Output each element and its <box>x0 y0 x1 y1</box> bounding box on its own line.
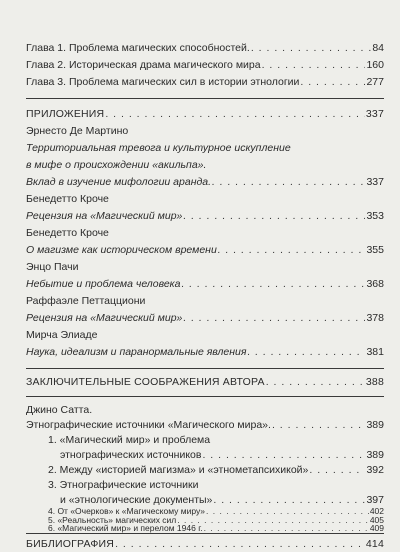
toc-entry-page: 337 <box>365 108 384 120</box>
toc-author <box>26 225 384 241</box>
section-divider <box>26 98 384 99</box>
toc-entry-page: 397 <box>366 494 384 506</box>
author-name: Энцо Пачи <box>26 261 79 273</box>
toc-entry-satta-6[interactable] <box>48 524 384 533</box>
toc-entry-page: 160 <box>366 59 384 71</box>
toc-author <box>26 293 384 309</box>
toc-entry-line <box>26 157 384 173</box>
leader-dots <box>183 310 365 326</box>
leader-dots <box>115 536 365 552</box>
leader-dots <box>247 344 365 360</box>
author-name: Бенедетто Кроче <box>26 227 109 239</box>
section-divider <box>26 368 384 369</box>
toc-entry-satta-1[interactable] <box>48 447 384 463</box>
toc-entry-page: 389 <box>366 449 384 461</box>
leader-dots <box>183 208 365 224</box>
section-divider <box>26 396 384 397</box>
section-divider <box>26 533 384 534</box>
toc-author <box>26 327 384 343</box>
author-name: Мирча Элиаде <box>26 329 98 341</box>
toc-entry-page: 409 <box>369 523 384 533</box>
toc-entry-title: в мифе о происхождении «акильпа». <box>26 159 207 171</box>
toc-entry-chapter-3[interactable] <box>26 74 384 90</box>
toc-author <box>26 191 384 207</box>
toc-entry-page: 392 <box>366 464 384 476</box>
toc-entry-page: 414 <box>365 538 384 550</box>
toc-author <box>26 402 384 418</box>
toc-entry-page: 353 <box>366 210 384 222</box>
toc-entry-line <box>26 140 384 156</box>
toc-entry-title: Глава 3. Проблема магических сил в истории этнологии <box>26 76 300 88</box>
toc-entry-author-remarks[interactable] <box>26 374 384 390</box>
toc-entry-paci[interactable] <box>26 276 384 292</box>
toc-entry-chapter-1[interactable] <box>26 40 384 56</box>
toc-entry-page: 405 <box>369 514 384 525</box>
leader-dots <box>218 242 366 258</box>
toc-entry-title: 3. Этнографические источники <box>48 479 199 491</box>
toc-entry-satta[interactable] <box>26 417 384 433</box>
toc-entry-demartino[interactable] <box>26 174 384 190</box>
leader-dots <box>266 374 365 390</box>
toc-entry-line <box>48 477 384 493</box>
toc-entry-title: Глава 2. Историческая драма магического мира <box>26 59 261 71</box>
leader-dots <box>202 447 365 463</box>
leader-dots <box>272 417 366 433</box>
leader-dots <box>105 106 365 122</box>
toc-entry-title: Глава 1. Проблема магических способностей. <box>26 42 250 54</box>
toc-entry-page: 355 <box>366 244 384 256</box>
toc-entry-title: ЗАКЛЮЧИТЕЛЬНЫЕ СООБРАЖЕНИЯ АВТОРА <box>26 376 265 388</box>
leader-dots <box>300 74 365 90</box>
toc-entry-title: Вклад в изучение мифологии аранда. <box>26 176 212 188</box>
toc-entry-title: Небытие и проблема человека <box>26 278 181 290</box>
toc-entry-title: Рецензия на «Магический мир» <box>26 210 183 222</box>
toc-entry-title: Рецензия на «Магический мир» <box>26 312 183 324</box>
toc-entry-satta-2[interactable] <box>48 462 384 478</box>
author-name: Джино Сатта. <box>26 404 93 416</box>
toc-entry-pettazzoni[interactable] <box>26 310 384 326</box>
leader-dots <box>251 40 372 56</box>
toc-entry-page: 402 <box>369 506 384 516</box>
toc-entry-page: 84 <box>372 42 384 54</box>
toc-entry-title: 6. «Магический мир» и перелом 1946 г. <box>48 523 203 533</box>
toc-entry-title: 1. «Магический мир» и проблема <box>48 434 211 446</box>
toc-entry-page: 388 <box>365 376 384 388</box>
toc-entry-title: 2. Между «историей магизма» и «этнометапсихикой» <box>48 464 309 476</box>
toc-entry-eliade[interactable] <box>26 344 384 360</box>
toc-entry-page: 277 <box>366 76 384 88</box>
toc-entry-bibliography[interactable] <box>26 536 384 552</box>
toc-entry-title: БИБЛИОГРАФИЯ <box>26 538 115 550</box>
leader-dots <box>181 276 365 292</box>
toc-entry-appendix[interactable] <box>26 106 384 122</box>
toc-entry-title: и «этнологические документы» <box>60 494 213 506</box>
leader-dots <box>204 524 369 533</box>
toc-entry-page: 337 <box>366 176 384 188</box>
toc-entry-title: 5. «Реальность» магических сил <box>48 514 177 525</box>
toc-entry-page: 381 <box>366 346 384 358</box>
toc-entry-croce-review[interactable] <box>26 208 384 224</box>
toc-entry-page: 378 <box>366 312 384 324</box>
leader-dots <box>213 492 365 508</box>
toc-entry-title: этнографических источников <box>60 449 202 461</box>
toc-entry-title: Наука, идеализм и паранормальные явления <box>26 346 247 358</box>
toc-entry-title: ПРИЛОЖЕНИЯ <box>26 108 105 120</box>
leader-dots <box>309 462 365 478</box>
toc-entry-title: 4. От «Очерков» к «Магическому миру» <box>48 506 206 516</box>
toc-author <box>26 123 384 139</box>
author-name: Раффаэле Петтацциони <box>26 295 146 307</box>
toc-entry-title: Территориальная тревога и культурное искупление <box>26 142 291 154</box>
toc-entry-chapter-2[interactable] <box>26 57 384 73</box>
toc-entry-croce-magism[interactable] <box>26 242 384 258</box>
toc-entry-title: О магизме как историческом времени <box>26 244 217 256</box>
leader-dots <box>262 57 366 73</box>
author-name: Эрнесто Де Мартино <box>26 125 129 137</box>
toc-entry-page: 368 <box>366 278 384 290</box>
leader-dots <box>212 174 365 190</box>
toc-entry-page: 389 <box>366 419 384 431</box>
author-name: Бенедетто Кроче <box>26 193 109 205</box>
toc-author <box>26 259 384 275</box>
toc-entry-line <box>48 432 384 448</box>
toc-entry-title: Этнографические источники «Магического мира». <box>26 419 271 431</box>
